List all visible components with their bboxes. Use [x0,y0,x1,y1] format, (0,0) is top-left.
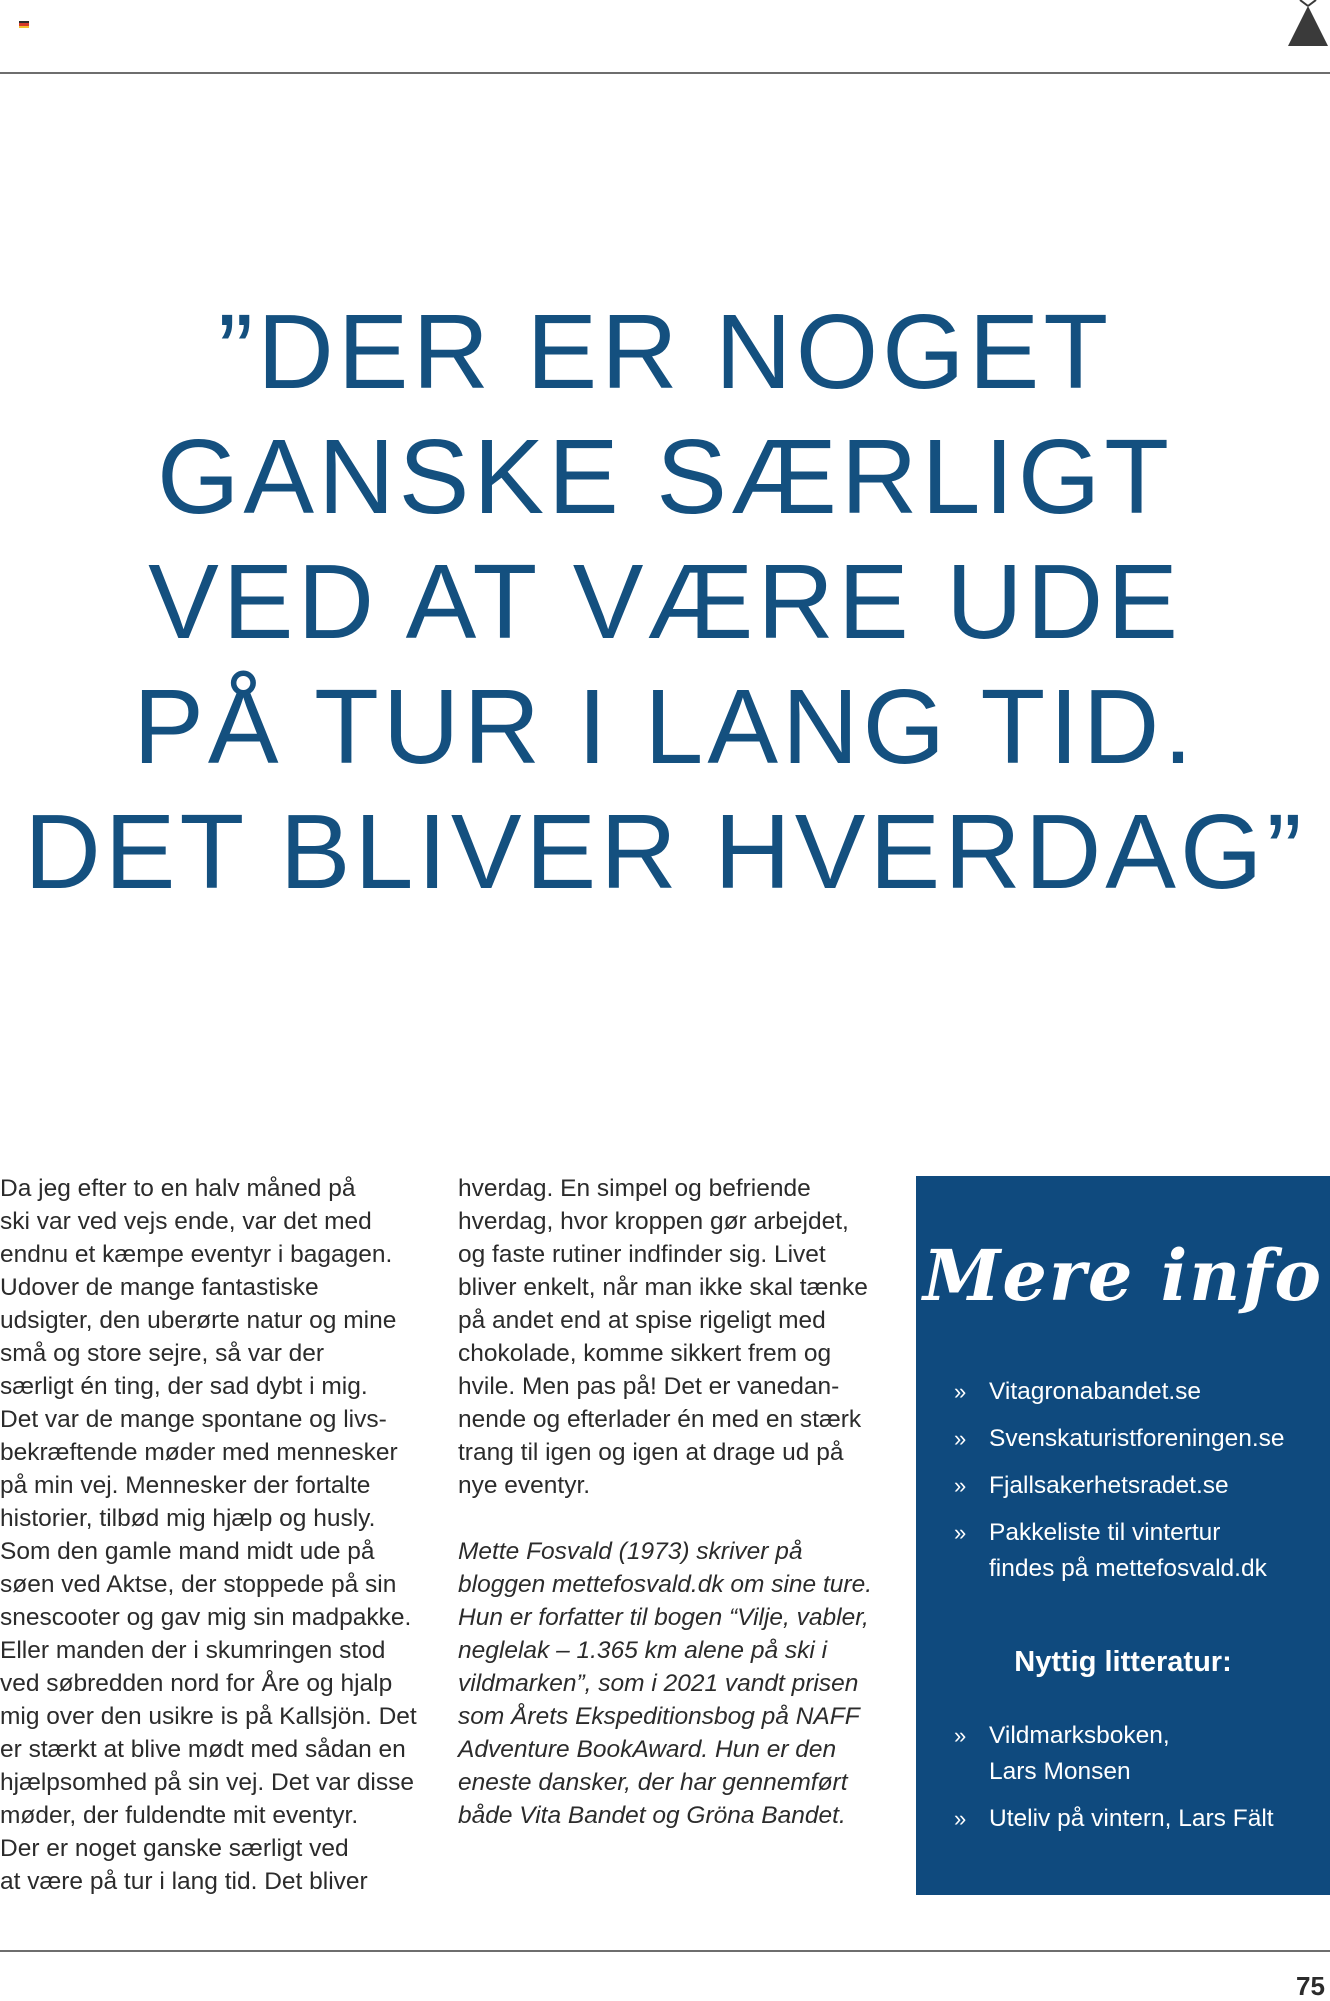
author-note-line: Hun er forfatter til bogen “Vilje, vabler, [458,1604,869,1631]
body-column-2 [458,1172,888,1832]
author-note-line: vildmarken”, som i 2021 vandt prisen [458,1670,859,1697]
literature-item [916,1718,1330,1790]
body-line: Udover de mange fantastiske [0,1274,319,1301]
body-line: Eller manden der i skumringen stod [0,1637,386,1664]
literature-heading: Nyttig litteratur: [1014,1646,1232,1678]
info-link-text: Pakkeliste til vintertur [989,1519,1221,1546]
tent-icon [1286,0,1330,48]
info-link-text: Svenskaturistforeningen.se [989,1425,1285,1452]
bullet-icon: » [954,1379,967,1404]
paragraph-gap [458,1502,888,1535]
author-note-line: Adventure BookAward. Hun er den [458,1736,837,1763]
body-line: og faste rutiner indfinder sig. Livet [458,1241,826,1268]
info-link[interactable] [916,1421,1330,1457]
body-line: bekræftende møder med mennesker [0,1439,398,1466]
body-line: nye eventyr. [458,1472,591,1499]
quote-line: ”DER ER NOGET [217,293,1113,411]
quote-line: DET BLIVER HVERDAG” [24,793,1306,911]
quote-line: GANSKE SÆRLIGT [156,418,1174,536]
author-note-line: neglelak – 1.365 km alene på ski i [458,1637,828,1664]
author-note-line: bloggen mettefosvald.dk om sine ture. [458,1571,873,1598]
body-line: ved søbredden nord for Åre og hjalp [0,1670,393,1697]
author-note-line: Mette Fosvald (1973) skriver på [458,1538,803,1565]
body-line: Som den gamle mand midt ude på [0,1538,375,1565]
body-line: på andet end at spise rigeligt med [458,1307,826,1334]
body-line: ski var ved vejs ende, var det med [0,1208,372,1235]
pull-quote [20,290,1310,915]
body-line: at være på tur i lang tid. Det bliver [0,1868,368,1895]
body-line: udsigter, den uberørte natur og mine [0,1307,397,1334]
body-line: Da jeg efter to en halv måned på [0,1175,356,1202]
footer-rule [0,1950,1330,1952]
body-line: endnu et kæmpe eventyr i bagagen. [0,1241,393,1268]
bullet-icon: » [954,1520,967,1545]
body-column-1 [0,1172,430,1898]
info-link-text: Vitagronabandet.se [989,1378,1202,1405]
body-line: Der er noget ganske særligt ved [0,1835,349,1862]
author-note-line: eneste dansker, der har gennemført [458,1769,848,1796]
author-note-line: som Årets Ekspeditionsbog på NAFF [458,1703,860,1730]
body-line: hverdag. En simpel og befriende [458,1175,811,1202]
body-line: søen ved Aktse, der stoppede på sin [0,1571,397,1598]
bullet-icon: » [954,1473,967,1498]
body-line: bliver enkelt, når man ikke skal tænke [458,1274,868,1301]
page-number: 75 [1296,1971,1325,2001]
body-line: trang til igen og igen at drage ud på [458,1439,844,1466]
body-line: små og store sejre, så var der [0,1340,325,1367]
quote-line: VED AT VÆRE UDE [148,543,1182,661]
literature-text: Vildmarksboken, [989,1722,1170,1749]
info-link-text: Fjallsakerhetsradet.se [989,1472,1229,1499]
bullet-icon: » [954,1806,967,1831]
body-line: møder, der fuldendte mit eventyr. [0,1802,359,1829]
literature-item [916,1801,1330,1837]
literature-list [916,1718,1330,1848]
info-link[interactable] [916,1374,1330,1410]
info-link-text: findes på mettefosvald.dk [989,1555,1267,1582]
header-rule [0,72,1330,74]
small-flag-icon [19,21,29,28]
info-link[interactable] [916,1468,1330,1504]
body-line: særligt én ting, der sad dybt i mig. [0,1373,368,1400]
body-line: på min vej. Mennesker der fortalte [0,1472,371,1499]
info-box-heading: Mere info [922,1234,1324,1317]
body-line: Det var de mange spontane og livs- [0,1406,387,1433]
body-line: hjælpsomhed på sin vej. Det var disse [0,1769,414,1796]
body-line: historier, tilbød mig hjælp og husly. [0,1505,376,1532]
body-line: hverdag, hvor kroppen gør arbejdet, [458,1208,849,1235]
bullet-icon: » [954,1426,967,1451]
author-note-line: både Vita Bandet og Gröna Bandet. [458,1802,846,1829]
body-line: chokolade, komme sikkert frem og [458,1340,832,1367]
info-box [916,1176,1330,1895]
body-line: mig over den usikre is på Kallsjön. Det [0,1703,417,1730]
body-line: nende og efterlader én med en stærk [458,1406,862,1433]
literature-text: Lars Monsen [989,1758,1131,1785]
literature-text: Uteliv på vintern, Lars Fält [989,1805,1274,1832]
bullet-icon: » [954,1723,967,1748]
info-links-list [916,1374,1330,1598]
body-line: snescooter og gav mig sin madpakke. [0,1604,412,1631]
quote-line: PÅ TUR I LANG TID. [133,668,1197,786]
body-line: er stærkt at blive mødt med sådan en [0,1736,406,1763]
info-link[interactable] [916,1515,1330,1587]
body-line: hvile. Men pas på! Det er vanedan- [458,1373,840,1400]
